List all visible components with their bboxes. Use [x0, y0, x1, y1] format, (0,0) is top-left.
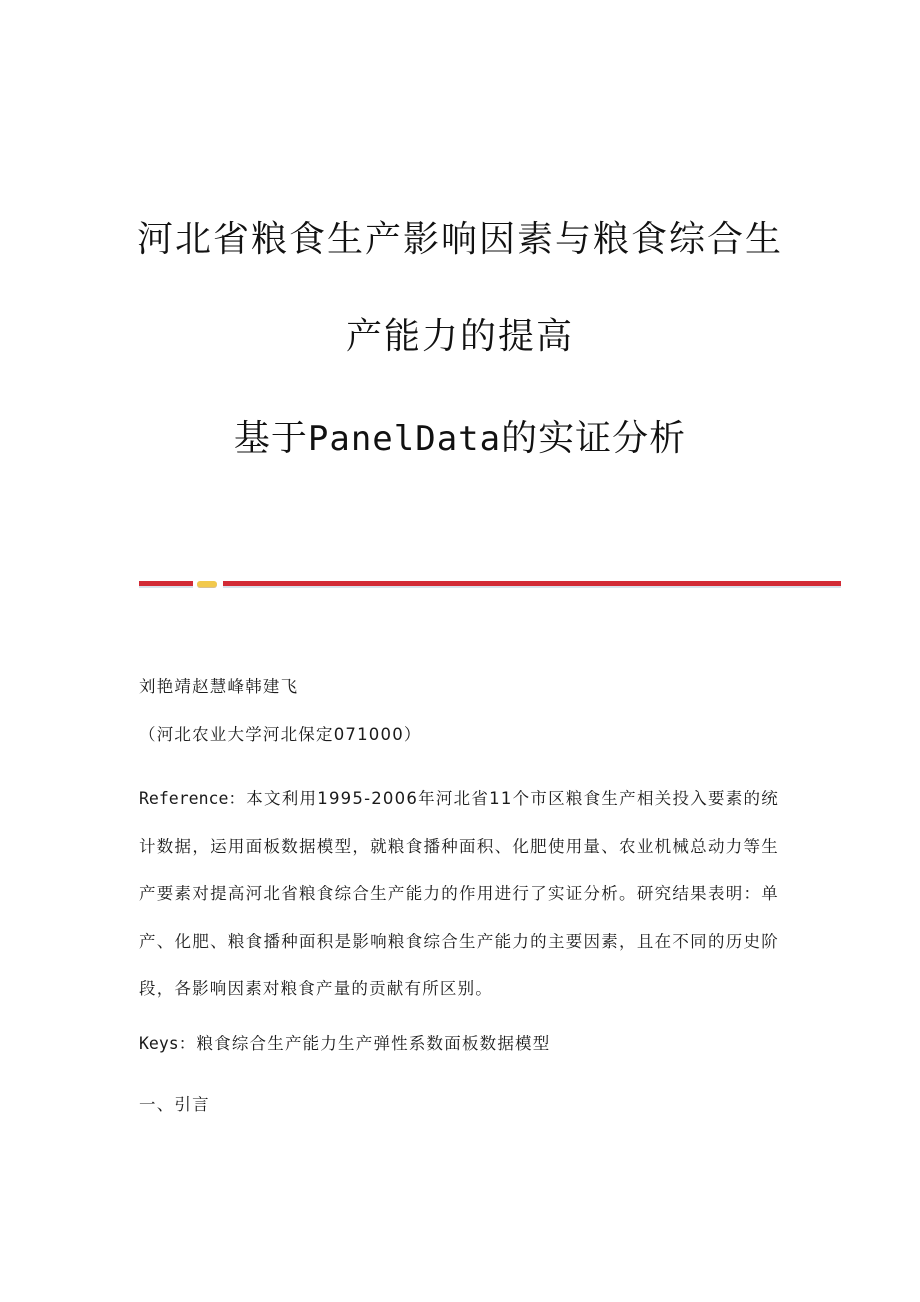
divider-left-shadow [139, 586, 193, 588]
affiliation: （河北农业大学河北保定071000） [139, 725, 422, 744]
title-line-2: 产能力的提高 [345, 316, 574, 357]
keywords-separator: ： [178, 1034, 197, 1053]
authors: 刘艳靖赵慧峰韩建飞 [139, 677, 299, 696]
title-divider [139, 581, 841, 587]
abstract-separator: ： [228, 789, 247, 808]
divider-ornament-icon [197, 581, 217, 587]
keywords [139, 1020, 779, 1068]
abstract [139, 775, 779, 1013]
subtitle-suffix: 的实证分析 [501, 418, 687, 459]
keywords-label: Keys [139, 1034, 179, 1053]
keywords-text: 粮食综合生产能力生产弹性系数面板数据模型 [196, 1034, 551, 1053]
abstract-text: 本文利用1995-2006年河北省11个市区粮食生产相关投入要素的统计数据，运用面板数据模型，就粮食播种面积、化肥使用量、农业机械总动力等生产要素对提高河北省粮食综合生产能力的作用进行了实证分析。研究结果表明：单产、化肥、粮食播种面积是影响粮食综合生产能力的主要因素，且在不同的历史阶段，各影响因素对粮食产量的贡献有所区别。 [139, 789, 779, 998]
subtitle-latin: PanelData [307, 419, 502, 459]
section-heading: 一、引言 [139, 1095, 210, 1114]
subtitle-prefix: 基于 [233, 418, 308, 459]
abstract-label: Reference [139, 789, 229, 808]
divider-right-shadow [223, 586, 841, 588]
subtitle-line [0, 417, 920, 461]
title-line-1: 河北省粮食生产影响因素与粮食综合生 [136, 219, 783, 260]
